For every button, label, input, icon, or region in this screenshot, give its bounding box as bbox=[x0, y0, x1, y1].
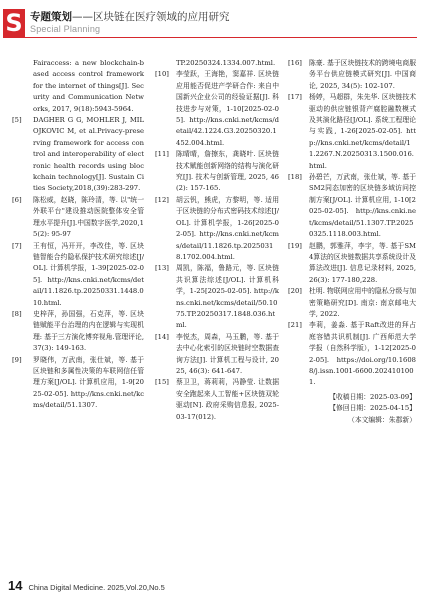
reference-text: 李悦杰，周森，马玉鹏，等. 基于去中心化索引的区块链时空数据查询方法[J]. 计算机工程与设计, 2025, 46(3): 641-647. bbox=[176, 332, 279, 375]
reference-text: TP.20250324.1334.007.html. bbox=[176, 59, 276, 67]
section-topic: ——区块链在医疗领域的应用研究 bbox=[72, 11, 230, 23]
header-divider bbox=[3, 37, 417, 38]
reference-number: [16] bbox=[288, 59, 302, 67]
reference-number: [6] bbox=[12, 195, 22, 204]
section-name: 专题策划 bbox=[30, 11, 72, 23]
reference-text: 陈晴晴，詹擦东，龚晓叶. 区块链技术赋能创新网络的结构与演化研究[J]. 技术与创新管理, 2025, 46(2): 157-165. bbox=[176, 150, 279, 193]
reference-number: [12] bbox=[155, 195, 169, 204]
reference-column-3 bbox=[288, 58, 416, 426]
reference-number: [18] bbox=[288, 173, 302, 182]
reference-text: 杜明. 物联网应用中的隐私分级与加密策略研究[D]. 南京: 南京邮电大学, 2022. bbox=[309, 287, 416, 318]
reference-text: 陈豪. 基于区块链技术的跨境电商服务平台供应链模式研究[J]. 中国商论, 2025, 34(5): 102-107. bbox=[309, 59, 416, 90]
reference-item bbox=[288, 172, 416, 240]
reference-text: Fairaccess: a new blockchain-based access control framework for the internet of things[J]. Security and Communication Networks, 2017, 9(18):5943-5964. bbox=[33, 59, 144, 113]
reference-item bbox=[12, 195, 144, 241]
reference-number: [10] bbox=[155, 70, 169, 79]
reference-item bbox=[155, 58, 279, 69]
reference-item bbox=[288, 92, 416, 172]
reference-text: 王有恒，冯开开，李改佳，等. 区块链智能合约隐私保护技术研究综述[J/OL]. 计算机学报，1-39[2025-02-05]. http://kns.cnki.net/kcms/detail/11.1826.tp.20250331.1448.010.html. bbox=[33, 241, 144, 307]
reference-text: 周凯，陈福，鲁路元，等. 区块链共识算法综述[J/OL]. 计算机科学，1-25[2025-02-05]. http://kns.cnki.net/kcms/detail/50.1075.TP.20250317.1848.036.html. bbox=[176, 264, 279, 330]
section-logo: S bbox=[3, 9, 25, 37]
page-header bbox=[0, 0, 427, 40]
reference-text: 罗晓伟，万武南，张仕斌，等. 基于区块链和多属性决策的车联网信任管理方案[J/OL]. 计算机应用，1-9[2025-02-05]. http://kns.cnki.net/kcms/detail/51.1307. bbox=[33, 355, 144, 410]
reference-item bbox=[12, 309, 144, 355]
reference-number: [13] bbox=[155, 264, 169, 273]
reference-number: [11] bbox=[155, 150, 169, 159]
reference-text: 李莹跃，王海艳，窦嘉祥. 区块链应用能否促进产学研合作: 来自中国新兴企业公司的经验证据[J]. 科技进步与对策，1-10[2025-02-05]. http://kns.cnki.net/kcms/detail/42.1224.G3.20250320.1452.004.html. bbox=[176, 70, 279, 147]
reference-text: DAGHER G G, MOHLER J, MILOJKOVIC M, et al.Privacy-preserving framework for access control and interoperability of electronic health records using blockchain technology[J]. Sustain Cities Society,2018,(39):283-297. bbox=[33, 116, 144, 193]
reference-text: 孙碧芒，万武南，张仕斌，等. 基于SM2同态加密的区块链多域访问控制方案[J/OL]. 计算机应用, 1-10[2025-02-05]. http://kns.cnki.net/kcms/detail/51.1307.TP.20250325.1118.003.html. bbox=[309, 173, 416, 239]
reference-text: 陈松威，赵晓，陈玲清，等. 以"统一外联平台"建设推动医院整体安全管理水平提升[J].中国数字医学,2020,15(2): 95-97 bbox=[33, 195, 144, 239]
reference-text: 李莉，姜淼. 基于Raft改进的拜占庭容错共识机制[J]. 广西师范大学学报（自然科学版），1-12[2025-02-05]. https://doi.org/10.16088/j.issn.1001-6600.2024101001. bbox=[309, 321, 416, 387]
editor-credit: （本文编辑：朱郡新） bbox=[348, 415, 416, 424]
reference-text: 蔡卫卫，蒋莉莉，冯静莹. 让数据安全跑起来人工智能+区块链双轮驱动[N]. 政府采购信息报, 2025-03-17(012). bbox=[176, 378, 279, 421]
reference-number: [7] bbox=[12, 241, 22, 250]
reference-item bbox=[12, 115, 144, 195]
reference-item bbox=[155, 69, 279, 149]
reference-item bbox=[155, 195, 279, 263]
reference-item bbox=[155, 263, 279, 331]
reference-text: 赵鹏，郭雅萍，李宇，等. 基于SM4算法的区块链数据共享系统设计及算法改进[J]. 信息记录材料, 2025, 26(3): 177-180,228. bbox=[309, 241, 416, 284]
page-footer bbox=[8, 578, 165, 593]
reference-text: 杨婷，马超群，朱先华. 区块链技术驱动的供应链银背产腐腔融数模式及其演化路径[J/OL]. 系统工程理论与实践, 1-26[2025-02-05]. http://kns.cnki.net/kcms/detail/11.2267.N.20250313.1500.016.html. bbox=[309, 93, 416, 170]
received-date: 【收稿日期：2025-03-09】 bbox=[329, 392, 416, 401]
reference-item bbox=[288, 241, 416, 287]
reference-text: 史梓萍，孙国强，石克萍，等. 区块链赋能平台治理的内在逻辑与实现机理: 基于三方演化博弈视角.管理评论, 37(3): 149-163. bbox=[33, 309, 144, 353]
reference-number: [5] bbox=[12, 116, 22, 125]
reference-item bbox=[155, 149, 279, 195]
reference-column-2 bbox=[155, 58, 279, 423]
reference-item bbox=[12, 241, 144, 309]
reference-number: [14] bbox=[155, 332, 169, 341]
section-subtitle: Special Planning bbox=[30, 24, 101, 34]
reference-item bbox=[12, 58, 144, 115]
reference-item bbox=[12, 355, 144, 412]
reference-number: [9] bbox=[12, 355, 22, 364]
reference-number: [8] bbox=[12, 309, 22, 318]
reference-number: [21] bbox=[288, 321, 302, 330]
reference-item bbox=[288, 320, 416, 388]
page-number: 14 bbox=[8, 578, 23, 593]
reference-item bbox=[155, 332, 279, 378]
reference-column-1 bbox=[12, 58, 144, 412]
section-title bbox=[30, 9, 230, 24]
reference-number: [19] bbox=[288, 241, 302, 250]
revised-date: 【修回日期：2025-04-15】 bbox=[329, 404, 416, 413]
reference-item bbox=[155, 377, 279, 423]
reference-item bbox=[288, 58, 416, 92]
reference-number: [20] bbox=[288, 287, 302, 296]
article-dates bbox=[288, 392, 416, 426]
journal-citation: China Digital Medicine. 2025,Vol.20,No.5 bbox=[28, 583, 165, 592]
reference-number: [17] bbox=[288, 93, 302, 102]
reference-text: 胡云钒，熊虎，方黎明，等. 适用于区块链的分布式密码技术综述[J/OL]. 计算机学报，1-26[2025-02-05]. http://kns.cnki.net/kcms/detail/11.1826.tp.20250318.1702.004.html. bbox=[176, 195, 279, 261]
reference-number: [15] bbox=[155, 378, 169, 387]
reference-item bbox=[288, 286, 416, 320]
